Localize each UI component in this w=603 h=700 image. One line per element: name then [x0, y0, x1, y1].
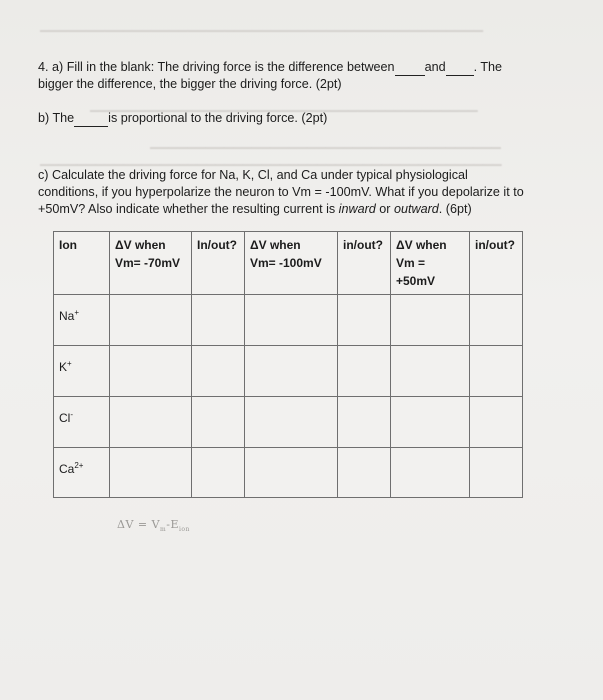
bleed-through-text: ▁▁▁▁▁▁▁▁▁▁▁▁▁▁▁▁▁▁▁▁▁▁▁▁▁▁▁▁▁▁▁▁▁▁▁▁▁▁▁▁▁▁ [90, 98, 478, 112]
header-dv-100: ΔV when Vm= -100mV [245, 232, 338, 295]
fill-blank-3[interactable] [74, 126, 108, 127]
q4a-text-and: and [424, 60, 446, 74]
answer-cell[interactable] [110, 346, 192, 397]
q4c-line2: conditions, if you hyperpolarize the neuron to Vm = -100mV. What if you depolarize it to [38, 185, 524, 199]
table-row-ca [54, 448, 523, 498]
answer-cell[interactable] [245, 448, 338, 498]
q4c-inward: inward [338, 202, 376, 216]
question-4a [38, 59, 502, 93]
answer-cell[interactable] [245, 295, 338, 346]
bleed-through-text: ▁▁▁▁▁▁▁▁▁▁▁▁▁▁▁▁▁▁▁▁▁▁▁▁▁▁▁▁▁▁▁▁▁▁▁▁▁▁ [150, 135, 501, 149]
q4c-outward: outward [393, 202, 439, 216]
fill-blank-2[interactable] [446, 75, 474, 76]
header-ion: Ion [54, 232, 110, 295]
answer-cell[interactable] [391, 448, 470, 498]
q4b-prefix: b) The [38, 111, 75, 125]
header-inout-2: in/out? [338, 232, 391, 295]
answer-cell[interactable] [338, 346, 391, 397]
q4c-or: or [375, 202, 394, 216]
table-row-k [54, 346, 523, 397]
q4c-line3-start: +50mV? Also indicate whether the resulting current is [38, 202, 339, 216]
q4c-line1: c) Calculate the driving force for Na, K, Cl, and Ca under typical physiological [38, 168, 468, 182]
header-inout-3: in/out? [470, 232, 523, 295]
q4a-text-line2: bigger the difference, the bigger the driving force. (2pt) [38, 77, 342, 91]
answer-cell[interactable] [110, 397, 192, 448]
answer-cell[interactable] [110, 448, 192, 498]
ion-label: Cl- [54, 397, 110, 448]
table-header-row [54, 232, 523, 295]
answer-cell[interactable] [245, 346, 338, 397]
table-row-cl [54, 397, 523, 448]
driving-force-formula: $\Delta V = V_m-E_{ion}$ [117, 518, 190, 534]
answer-cell[interactable] [470, 448, 523, 498]
question-4c [38, 167, 524, 218]
answer-cell[interactable] [470, 295, 523, 346]
answer-cell[interactable] [391, 397, 470, 448]
fill-blank-1[interactable] [395, 75, 425, 76]
header-inout-1: In/out? [192, 232, 245, 295]
answer-cell[interactable] [192, 448, 245, 498]
table-row-na [54, 295, 523, 346]
answer-cell[interactable] [338, 295, 391, 346]
header-dv-50: ΔV when Vm = +50mV [391, 232, 470, 295]
answer-cell[interactable] [245, 397, 338, 448]
q4a-text-the: . The [473, 60, 503, 74]
q4a-text-start: 4. a) Fill in the blank: The driving force is the difference between [38, 60, 395, 74]
answer-cell[interactable] [470, 346, 523, 397]
answer-cell[interactable] [192, 346, 245, 397]
ion-label: Na+ [54, 295, 110, 346]
question-4b [38, 110, 327, 127]
answer-cell[interactable] [338, 397, 391, 448]
q4c-points: . (6pt) [438, 202, 472, 216]
answer-cell[interactable] [192, 397, 245, 448]
answer-cell[interactable] [391, 346, 470, 397]
answer-cell[interactable] [338, 448, 391, 498]
ion-label: K+ [54, 346, 110, 397]
bleed-through-text: ▁▁▁▁▁▁▁▁▁▁▁▁▁▁▁▁▁▁▁▁▁▁▁▁▁▁▁▁▁▁▁▁▁▁▁▁▁▁▁▁▁▁▁▁▁▁▁▁ [40, 18, 483, 32]
answer-cell[interactable] [470, 397, 523, 448]
answer-cell[interactable] [192, 295, 245, 346]
driving-force-table [53, 231, 523, 498]
bleed-through-text: ▁▁▁▁▁▁▁▁▁▁▁▁▁▁▁▁▁▁▁▁▁▁▁▁▁▁▁▁▁▁▁▁▁▁▁▁▁▁▁▁▁▁▁▁▁▁▁▁▁▁ [40, 152, 502, 166]
answer-cell[interactable] [391, 295, 470, 346]
header-dv-70: ΔV when Vm= -70mV [110, 232, 192, 295]
q4b-suffix: is proportional to the driving force. (2pt) [108, 111, 328, 125]
answer-cell[interactable] [110, 295, 192, 346]
ion-label: $Ca^{2+}$ [54, 448, 110, 498]
